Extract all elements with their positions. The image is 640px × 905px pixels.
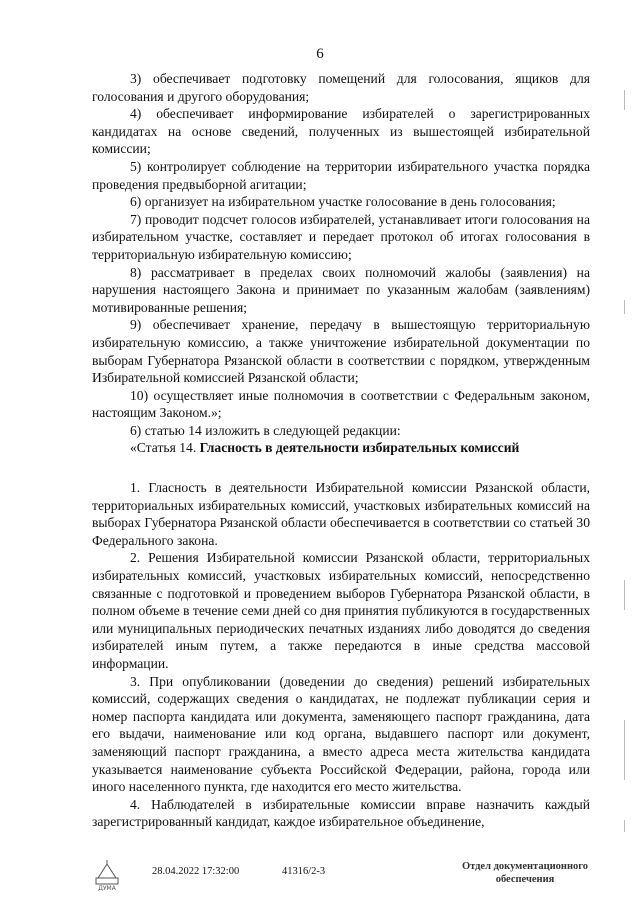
scan-edge-marks [620,60,630,860]
list-item: 8) рассматривает в пределах своих полномочий жалобы (заявления) на нарушения настоящего Закона и принимает по указанным жалобам (заявлениям) мотивированные решения; [92,264,590,315]
list-item: 5) контролирует соблюдение на территории избирательного участка порядка проведения предвыборной агитации; [92,158,590,192]
page-footer [92,858,612,898]
document-body [92,70,590,831]
list-item: 9) обеспечивает хранение, передачу в вышестоящую территориальную избирательную комиссию, а также уничтожение избирательной документации по выборам Губернатора Рязанской области в соответствии с порядком, утвержденным Избирательной комиссией Рязанской области; [92,317,590,386]
article-title-text: Гласность в деятельности избирательных комиссий [199,440,520,456]
article-paragraph: 2. Решения Избирательной комиссии Рязанской области, территориальных избирательных комиссий, участковых избирательных комиссий, непосредственно связанные с подготовкой и проведением выборов Губернатора Рязанской области, в полном объеме в течение семи дней со дня принятия публикуются в государственных или муниципальных периодических печатных изданиях либо доводятся до сведения избирателей иным путем, а также передаются в иные средства массовой информации. [92,550,590,671]
list-item: 4) обеспечивает информирование избирателей о зарегистрированных кандидатах на основе сведений, полученных из вышестоящей избирательной комиссии; [92,106,590,157]
article-paragraph: 3. При опубликовании (доведении до сведения) решений избирательных комиссий, содержащих сведения о кандидатах, не подлежат публикации серия и номер паспорта кандидата или документа, заменяющего паспорт гражданина, дата его выдачи, наименование или код органа, выдавшего паспорт или документ, заменяющий паспорт гражданина, а вместо адреса места жительства кандидата указывается наименование субъекта Российской Федерации, района, города или иного населенного пункта, где находится его место жительства. [92,673,590,795]
document-number: 41316/2-3 [282,866,326,877]
duma-logo [92,858,122,892]
list-item: 3) обеспечивает подготовку помещений для голосования, ящиков для голосования и другого оборудования; [92,71,590,104]
svg-text:ДУМА: ДУМА [98,885,116,892]
article-paragraph: 1. Гласность в деятельности Избирательной комиссии Рязанской области, территориальных избирательных комиссий, участковых избирательных комиссий на выборах Губернатора Рязанской области обеспечивается в соответствии со статьей 30 Федерального закона. [92,480,590,548]
page-number: 6 [316,46,324,62]
department-stamp: Отдел документационного обеспечения [461,861,589,885]
timestamp: 28.04.2022 17:32:00 [152,866,240,877]
list-item: 10) осуществляет иные полномочия в соответствии с Федеральным законом, настоящим Законом.»; [92,387,590,421]
article-title [92,439,590,457]
article-paragraph: 4. Наблюдателей в избирательные комиссии вправе назначить каждый зарегистрированный кандидат, каждое избирательное объединение, [92,796,590,830]
list-item: 7) проводит подсчет голосов избирателей, устанавливает итоги голосования на избирательном участке, составляет и передает протокол об итогах голосования в территориальную избирательную комиссию; [92,211,590,262]
list-item: 6) статью 14 изложить в следующей редакции: [130,422,401,438]
article-title-prefix: «Статья 14. [130,440,197,456]
list-item: 6) организует на избирательном участке голосование в день голосования; [130,194,556,210]
